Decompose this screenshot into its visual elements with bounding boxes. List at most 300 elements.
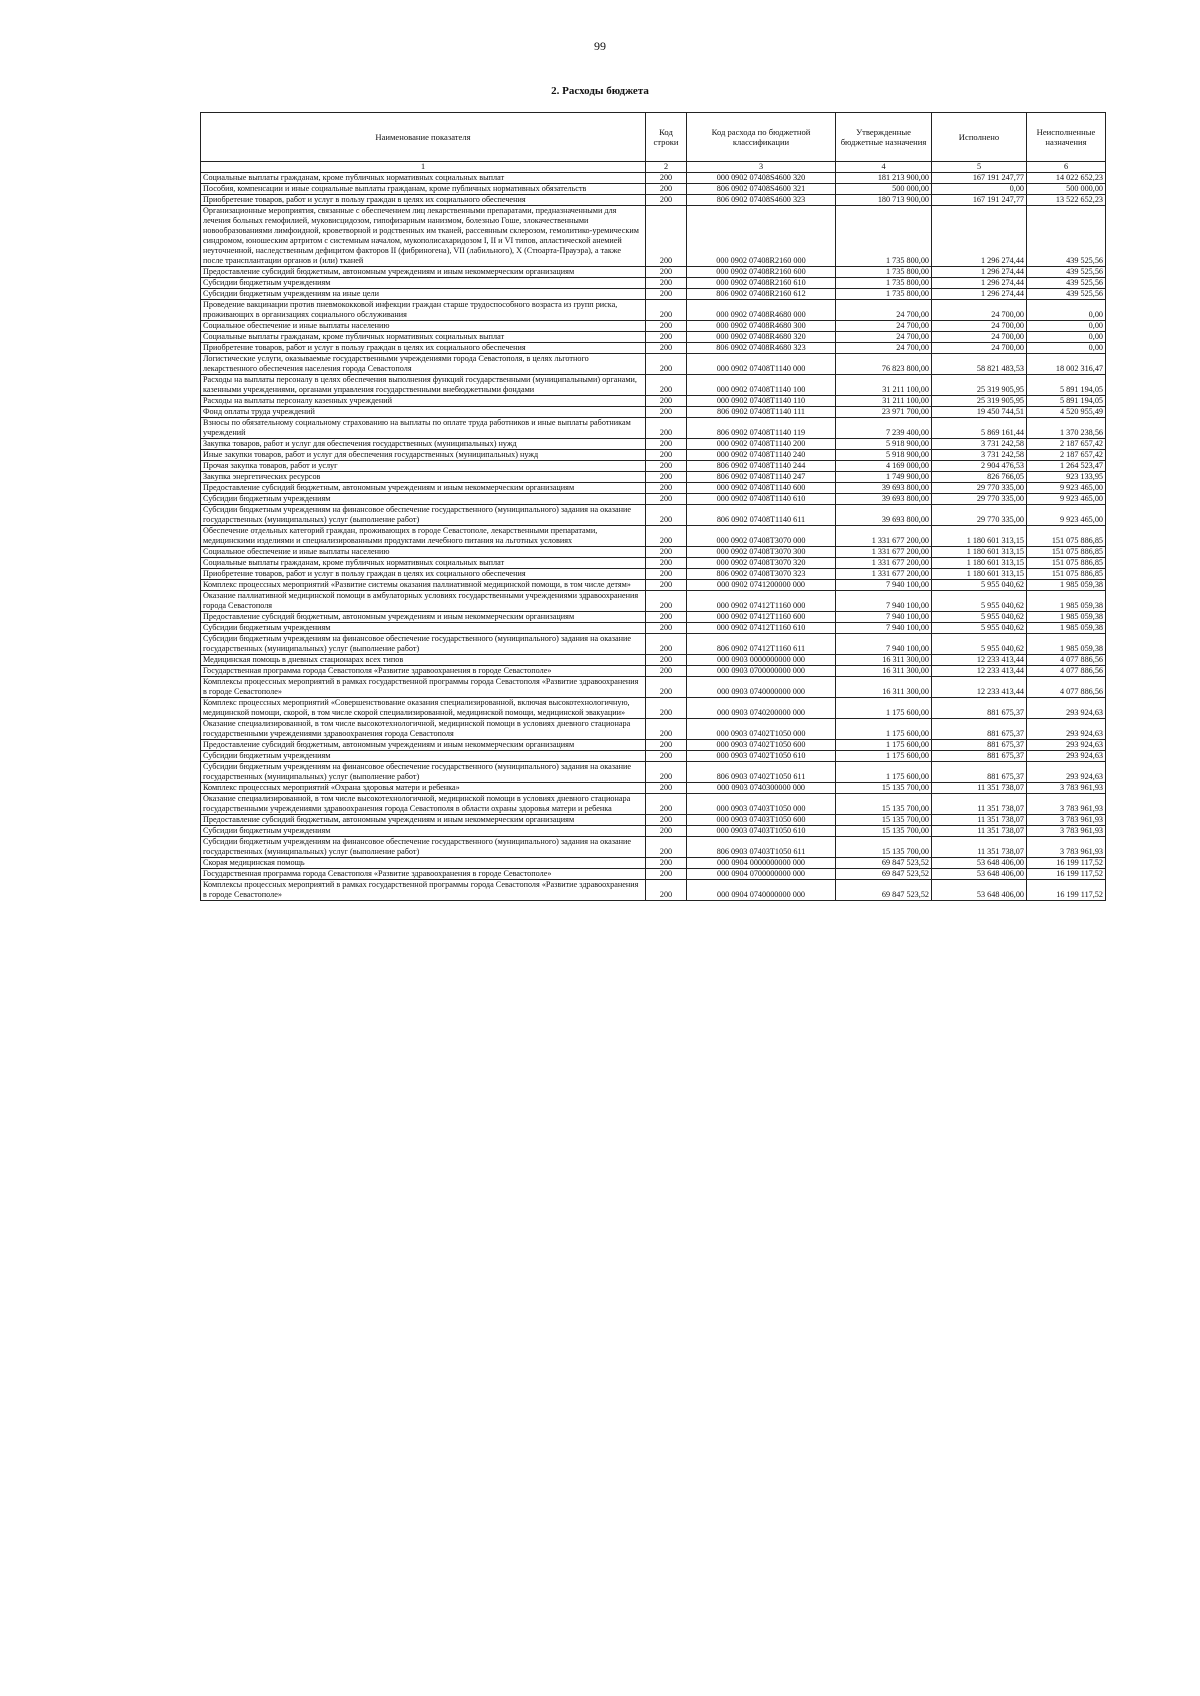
- table-row: [201, 719, 1106, 740]
- row-approved: 7 940 100,00: [836, 623, 932, 634]
- row-approved: 15 135 700,00: [836, 837, 932, 858]
- row-unexecuted: 5 891 194,05: [1027, 375, 1106, 396]
- table-row: [201, 880, 1106, 901]
- row-name: Иные закупки товаров, работ и услуг для обеспечения государственных (муниципальных) нужд: [201, 450, 646, 461]
- row-executed: 12 233 413,44: [932, 677, 1027, 698]
- row-classification: 000 0903 07402T1050 000: [687, 719, 836, 740]
- row-unexecuted: 3 783 961,93: [1027, 837, 1106, 858]
- row-classification: 806 0902 07408T1140 611: [687, 505, 836, 526]
- row-code: 200: [646, 858, 687, 869]
- row-approved: 16 311 300,00: [836, 677, 932, 698]
- table-body: [201, 173, 1106, 901]
- row-code: 200: [646, 666, 687, 677]
- row-code: 200: [646, 526, 687, 547]
- column-number: 3: [687, 162, 836, 173]
- row-code: 200: [646, 483, 687, 494]
- table-row: [201, 666, 1106, 677]
- row-executed: 11 351 738,07: [932, 783, 1027, 794]
- row-unexecuted: 4 077 886,56: [1027, 677, 1106, 698]
- row-executed: 25 319 905,95: [932, 375, 1027, 396]
- row-classification: 000 0902 07408S4600 320: [687, 173, 836, 184]
- row-name: Обеспечение отдельных категорий граждан, проживающих в городе Севастополе, лекарственными препаратами, медицинскими изделиями и специализированными продуктами лечебного питания на льготных условиях: [201, 526, 646, 547]
- row-classification: 806 0902 07408T3070 323: [687, 569, 836, 580]
- row-name: Социальные выплаты гражданам, кроме публичных нормативных социальных выплат: [201, 173, 646, 184]
- row-classification: 806 0902 07408T1140 247: [687, 472, 836, 483]
- row-executed: 1 180 601 313,15: [932, 569, 1027, 580]
- row-classification: 000 0902 07408R4680 320: [687, 332, 836, 343]
- row-executed: 11 351 738,07: [932, 794, 1027, 815]
- row-approved: 15 135 700,00: [836, 794, 932, 815]
- page-number: 99: [594, 39, 606, 53]
- row-name: Предоставление субсидий бюджетным, автономным учреждениям и иным некоммерческим организациям: [201, 612, 646, 623]
- row-classification: 000 0902 07408R2160 610: [687, 278, 836, 289]
- row-code: 200: [646, 815, 687, 826]
- row-code: 200: [646, 677, 687, 698]
- row-name: Социальные выплаты гражданам, кроме публичных нормативных социальных выплат: [201, 332, 646, 343]
- table-row: [201, 634, 1106, 655]
- row-name: Предоставление субсидий бюджетным, автономным учреждениям и иным некоммерческим организациям: [201, 740, 646, 751]
- row-unexecuted: 923 133,95: [1027, 472, 1106, 483]
- row-executed: 881 675,37: [932, 719, 1027, 740]
- row-approved: 24 700,00: [836, 321, 932, 332]
- row-approved: 4 169 000,00: [836, 461, 932, 472]
- row-classification: 806 0902 07412T1160 611: [687, 634, 836, 655]
- row-name: Социальное обеспечение и иные выплаты населению: [201, 547, 646, 558]
- row-classification: 000 0904 0740000000 000: [687, 880, 836, 901]
- table-row: [201, 278, 1106, 289]
- row-name: Фонд оплаты труда учреждений: [201, 407, 646, 418]
- row-unexecuted: 4 077 886,56: [1027, 655, 1106, 666]
- table-row: [201, 184, 1106, 195]
- row-executed: 1 296 274,44: [932, 267, 1027, 278]
- row-approved: 69 847 523,52: [836, 869, 932, 880]
- table-row: [201, 612, 1106, 623]
- row-executed: 53 648 406,00: [932, 880, 1027, 901]
- row-unexecuted: 9 923 465,00: [1027, 505, 1106, 526]
- row-code: 200: [646, 195, 687, 206]
- row-code: 200: [646, 206, 687, 267]
- row-executed: 881 675,37: [932, 698, 1027, 719]
- row-executed: 5 955 040,62: [932, 623, 1027, 634]
- row-name: Комплексы процессных мероприятий в рамках государственной программы города Севастополя «Развитие здравоохранения в городе Севастополе»: [201, 880, 646, 901]
- row-unexecuted: 293 924,63: [1027, 740, 1106, 751]
- row-name: Расходы на выплаты персоналу казенных учреждений: [201, 396, 646, 407]
- row-executed: 11 351 738,07: [932, 837, 1027, 858]
- row-name: Субсидии бюджетным учреждениям: [201, 278, 646, 289]
- row-code: 200: [646, 623, 687, 634]
- row-approved: 7 940 100,00: [836, 580, 932, 591]
- row-unexecuted: 0,00: [1027, 300, 1106, 321]
- row-approved: 69 847 523,52: [836, 858, 932, 869]
- row-classification: 000 0904 0700000000 000: [687, 869, 836, 880]
- row-executed: 11 351 738,07: [932, 815, 1027, 826]
- row-code: 200: [646, 407, 687, 418]
- row-classification: 806 0903 07402T1050 611: [687, 762, 836, 783]
- row-approved: 1 735 800,00: [836, 278, 932, 289]
- row-unexecuted: 9 923 465,00: [1027, 494, 1106, 505]
- row-approved: 1 175 600,00: [836, 719, 932, 740]
- row-classification: 000 0902 07408T1140 000: [687, 354, 836, 375]
- table-row: [201, 418, 1106, 439]
- row-unexecuted: 18 002 316,47: [1027, 354, 1106, 375]
- row-code: 200: [646, 461, 687, 472]
- row-executed: 24 700,00: [932, 332, 1027, 343]
- row-name: Предоставление субсидий бюджетным, автономным учреждениям и иным некоммерческим организациям: [201, 267, 646, 278]
- column-header-row-code: Код строки: [646, 113, 687, 162]
- row-name: Предоставление субсидий бюджетным, автономным учреждениям и иным некоммерческим организациям: [201, 483, 646, 494]
- row-code: 200: [646, 783, 687, 794]
- row-executed: 3 731 242,58: [932, 450, 1027, 461]
- row-classification: 000 0902 07408T3070 000: [687, 526, 836, 547]
- row-code: 200: [646, 300, 687, 321]
- table-row: [201, 472, 1106, 483]
- row-code: 200: [646, 719, 687, 740]
- row-code: 200: [646, 278, 687, 289]
- row-code: 200: [646, 321, 687, 332]
- row-unexecuted: 5 891 194,05: [1027, 396, 1106, 407]
- row-approved: 76 823 800,00: [836, 354, 932, 375]
- row-name: Субсидии бюджетным учреждениям на иные цели: [201, 289, 646, 300]
- row-name: Приобретение товаров, работ и услуг в пользу граждан в целях их социального обеспечения: [201, 343, 646, 354]
- row-code: 200: [646, 826, 687, 837]
- row-approved: 1 735 800,00: [836, 267, 932, 278]
- row-classification: 000 0904 0000000000 000: [687, 858, 836, 869]
- row-code: 200: [646, 173, 687, 184]
- row-classification: 806 0902 07408T1140 119: [687, 418, 836, 439]
- row-unexecuted: 151 075 886,85: [1027, 558, 1106, 569]
- row-approved: 24 700,00: [836, 343, 932, 354]
- row-classification: 806 0902 07408S4600 321: [687, 184, 836, 195]
- column-header-name: Наименование показателя: [201, 113, 646, 162]
- row-executed: 167 191 247,77: [932, 195, 1027, 206]
- row-code: 200: [646, 343, 687, 354]
- row-name: Пособия, компенсации и иные социальные выплаты гражданам, кроме публичных нормативных обязательств: [201, 184, 646, 195]
- row-name: Комплекс процессных мероприятий «Совершенствование оказания специализированной, включая высокотехнологичную, медицинской помощи, скорой, в том числе скорой специализированной, медицинской помощи, медицинской эвакуации»: [201, 698, 646, 719]
- column-header-classification: Код расхода по бюджетной классификации: [687, 113, 836, 162]
- row-unexecuted: 1 370 238,56: [1027, 418, 1106, 439]
- row-executed: 53 648 406,00: [932, 858, 1027, 869]
- row-classification: 806 0902 07408R2160 612: [687, 289, 836, 300]
- row-code: 200: [646, 418, 687, 439]
- row-code: 200: [646, 634, 687, 655]
- column-header-unexecuted: Неисполненные назначения: [1027, 113, 1106, 162]
- row-unexecuted: 293 924,63: [1027, 719, 1106, 740]
- row-approved: 15 135 700,00: [836, 815, 932, 826]
- row-classification: 000 0902 07408T1140 600: [687, 483, 836, 494]
- row-approved: 16 311 300,00: [836, 666, 932, 677]
- row-name: Комплекс процессных мероприятий «Охрана здоровья матери и ребенка»: [201, 783, 646, 794]
- row-unexecuted: 3 783 961,93: [1027, 794, 1106, 815]
- row-executed: 1 180 601 313,15: [932, 526, 1027, 547]
- row-name: Оказание паллиативной медицинской помощи в амбулаторных условиях государственными учреждениями здравоохранения города Севастополя: [201, 591, 646, 612]
- row-approved: 15 135 700,00: [836, 783, 932, 794]
- row-name: Субсидии бюджетным учреждениям на финансовое обеспечение государственного (муниципального) задания на оказание государственных (муниципальных) услуг (выполнение работ): [201, 762, 646, 783]
- row-name: Проведение вакцинации против пневмококковой инфекции граждан старше трудоспособного возраста из групп риска, проживающих в организациях социального обслуживания: [201, 300, 646, 321]
- row-executed: 1 296 274,44: [932, 278, 1027, 289]
- table-row: [201, 815, 1106, 826]
- row-executed: 881 675,37: [932, 762, 1027, 783]
- row-approved: 1 175 600,00: [836, 698, 932, 719]
- row-name: Субсидии бюджетным учреждениям: [201, 494, 646, 505]
- table-row: [201, 450, 1106, 461]
- row-classification: 000 0902 07412T1160 600: [687, 612, 836, 623]
- table-header-row: [201, 113, 1106, 162]
- row-code: 200: [646, 591, 687, 612]
- row-unexecuted: 4 520 955,49: [1027, 407, 1106, 418]
- row-code: 200: [646, 375, 687, 396]
- row-unexecuted: 1 985 059,38: [1027, 634, 1106, 655]
- row-unexecuted: 1 985 059,38: [1027, 623, 1106, 634]
- row-approved: 180 713 900,00: [836, 195, 932, 206]
- row-approved: 7 940 100,00: [836, 634, 932, 655]
- table-row: [201, 300, 1106, 321]
- row-code: 200: [646, 740, 687, 751]
- row-executed: 58 821 483,53: [932, 354, 1027, 375]
- row-code: 200: [646, 547, 687, 558]
- row-code: 200: [646, 494, 687, 505]
- row-unexecuted: 16 199 117,52: [1027, 880, 1106, 901]
- row-unexecuted: 1 985 059,38: [1027, 580, 1106, 591]
- row-name: Оказание специализированной, в том числе высокотехнологичной, медицинской помощи в условиях дневного стационара государственными учреждениями здравоохранения города Севастополя: [201, 719, 646, 740]
- row-name: Прочая закупка товаров, работ и услуг: [201, 461, 646, 472]
- table-row: [201, 794, 1106, 815]
- row-approved: 1 331 677 200,00: [836, 547, 932, 558]
- row-unexecuted: 14 022 652,23: [1027, 173, 1106, 184]
- row-classification: 000 0902 07408T3070 320: [687, 558, 836, 569]
- row-name: Комплекс процессных мероприятий «Развитие системы оказания паллиативной медицинской помощи, в том числе детям»: [201, 580, 646, 591]
- row-unexecuted: 439 525,56: [1027, 289, 1106, 300]
- table-row: [201, 655, 1106, 666]
- row-name: Социальное обеспечение и иные выплаты населению: [201, 321, 646, 332]
- table-row: [201, 698, 1106, 719]
- row-approved: 7 239 400,00: [836, 418, 932, 439]
- row-executed: 24 700,00: [932, 321, 1027, 332]
- row-approved: 1 735 800,00: [836, 206, 932, 267]
- row-approved: 7 940 100,00: [836, 612, 932, 623]
- row-classification: 000 0903 0740300000 000: [687, 783, 836, 794]
- row-name: Логистические услуги, оказываемые государственными учреждениями города Севастополя, в целях льготного лекарственного обеспечения населения города Севастополя: [201, 354, 646, 375]
- row-executed: 1 180 601 313,15: [932, 547, 1027, 558]
- table-row: [201, 751, 1106, 762]
- row-unexecuted: 2 187 657,42: [1027, 450, 1106, 461]
- row-executed: 881 675,37: [932, 751, 1027, 762]
- row-unexecuted: 293 924,63: [1027, 762, 1106, 783]
- row-executed: 5 955 040,62: [932, 634, 1027, 655]
- row-code: 200: [646, 396, 687, 407]
- row-name: Комплексы процессных мероприятий в рамках государственной программы города Севастополя «Развитие здравоохранения в городе Севастополе»: [201, 677, 646, 698]
- table-row: [201, 267, 1106, 278]
- row-executed: 53 648 406,00: [932, 869, 1027, 880]
- row-executed: 0,00: [932, 184, 1027, 195]
- row-code: 200: [646, 698, 687, 719]
- table-row: [201, 869, 1106, 880]
- table-row: [201, 547, 1106, 558]
- table-row: [201, 206, 1106, 267]
- row-name: Организационные мероприятия, связанные с обеспечением лиц лекарственными препаратами, предназначенными для лечения больных гемофилией, муковисцидозом, гипофизарным нанизмом, болезнью Гоше, злокачественными новообразованиями лимфоидной, кроветворной и родственных им тканей, рассеянным склерозом, гемолитико-уремическим синдромом, юношеским артритом с системным началом, мукополисахаридозом I, II и VI типов, апластической анемией неуточненной, наследственным дефицитом факторов II (фибриногена), VII (лабильного), X (Стюарта-Прауэра), а также после трансплантации органов и (или) тканей: [201, 206, 646, 267]
- row-approved: 39 693 800,00: [836, 494, 932, 505]
- row-classification: 000 0903 0000000000 000: [687, 655, 836, 666]
- row-name: Закупка энергетических ресурсов: [201, 472, 646, 483]
- row-classification: 000 0902 0741200000 000: [687, 580, 836, 591]
- row-approved: 1 331 677 200,00: [836, 526, 932, 547]
- table-row: [201, 623, 1106, 634]
- row-executed: 1 296 274,44: [932, 206, 1027, 267]
- row-classification: 000 0902 07408T1140 240: [687, 450, 836, 461]
- row-name: Государственная программа города Севастополя «Развитие здравоохранения в городе Севастополе»: [201, 869, 646, 880]
- row-unexecuted: 3 783 961,93: [1027, 826, 1106, 837]
- row-name: Скорая медицинская помощь: [201, 858, 646, 869]
- row-unexecuted: 439 525,56: [1027, 267, 1106, 278]
- row-classification: 000 0902 07408R2160 600: [687, 267, 836, 278]
- row-code: 200: [646, 354, 687, 375]
- row-code: 200: [646, 837, 687, 858]
- row-approved: 39 693 800,00: [836, 505, 932, 526]
- row-unexecuted: 0,00: [1027, 343, 1106, 354]
- row-executed: 11 351 738,07: [932, 826, 1027, 837]
- row-executed: 29 770 335,00: [932, 505, 1027, 526]
- column-numbers-row: [201, 162, 1106, 173]
- row-approved: 5 918 900,00: [836, 439, 932, 450]
- row-classification: 000 0902 07408T1140 610: [687, 494, 836, 505]
- row-classification: 000 0903 0700000000 000: [687, 666, 836, 677]
- row-name: Приобретение товаров, работ и услуг в пользу граждан в целях их социального обеспечения: [201, 569, 646, 580]
- row-classification: 000 0902 07408R4680 300: [687, 321, 836, 332]
- table-row: [201, 826, 1106, 837]
- table-row: [201, 289, 1106, 300]
- column-number: 5: [932, 162, 1027, 173]
- row-unexecuted: 151 075 886,85: [1027, 569, 1106, 580]
- row-approved: 31 211 100,00: [836, 375, 932, 396]
- table-row: [201, 762, 1106, 783]
- row-name: Закупка товаров, работ и услуг для обеспечения государственных (муниципальных) нужд: [201, 439, 646, 450]
- row-classification: 806 0902 07408T1140 244: [687, 461, 836, 472]
- row-approved: 39 693 800,00: [836, 483, 932, 494]
- row-executed: 5 955 040,62: [932, 580, 1027, 591]
- row-unexecuted: 4 077 886,56: [1027, 666, 1106, 677]
- row-classification: 000 0902 07412T1160 610: [687, 623, 836, 634]
- table-row: [201, 858, 1106, 869]
- row-unexecuted: 0,00: [1027, 321, 1106, 332]
- table-row: [201, 483, 1106, 494]
- row-approved: 1 175 600,00: [836, 762, 932, 783]
- row-executed: 19 450 744,51: [932, 407, 1027, 418]
- table-row: [201, 439, 1106, 450]
- row-executed: 1 296 274,44: [932, 289, 1027, 300]
- row-executed: 12 233 413,44: [932, 655, 1027, 666]
- row-executed: 5 955 040,62: [932, 591, 1027, 612]
- row-approved: 500 000,00: [836, 184, 932, 195]
- column-number: 1: [201, 162, 646, 173]
- row-unexecuted: 293 924,63: [1027, 751, 1106, 762]
- row-unexecuted: 151 075 886,85: [1027, 526, 1106, 547]
- table-row: [201, 396, 1106, 407]
- row-code: 200: [646, 439, 687, 450]
- row-name: Предоставление субсидий бюджетным, автономным учреждениям и иным некоммерческим организациям: [201, 815, 646, 826]
- table-row: [201, 526, 1106, 547]
- row-approved: 1 749 900,00: [836, 472, 932, 483]
- row-executed: 24 700,00: [932, 343, 1027, 354]
- row-code: 200: [646, 655, 687, 666]
- table-row: [201, 505, 1106, 526]
- row-executed: 3 731 242,58: [932, 439, 1027, 450]
- row-executed: 29 770 335,00: [932, 483, 1027, 494]
- row-classification: 000 0902 07408T1140 100: [687, 375, 836, 396]
- table-row: [201, 569, 1106, 580]
- table-row: [201, 494, 1106, 505]
- table-row: [201, 332, 1106, 343]
- row-classification: 000 0903 07402T1050 600: [687, 740, 836, 751]
- table-row: [201, 580, 1106, 591]
- row-name: Взносы по обязательному социальному страхованию на выплаты по оплате труда работников и иные выплаты работникам учреждений: [201, 418, 646, 439]
- table-row: [201, 321, 1106, 332]
- row-unexecuted: 13 522 652,23: [1027, 195, 1106, 206]
- table-row: [201, 740, 1106, 751]
- row-code: 200: [646, 580, 687, 591]
- table-row: [201, 375, 1106, 396]
- row-unexecuted: 500 000,00: [1027, 184, 1106, 195]
- row-unexecuted: 293 924,63: [1027, 698, 1106, 719]
- row-approved: 1 735 800,00: [836, 289, 932, 300]
- row-name: Субсидии бюджетным учреждениям на финансовое обеспечение государственного (муниципального) задания на оказание государственных (муниципальных) услуг (выполнение работ): [201, 505, 646, 526]
- row-code: 200: [646, 612, 687, 623]
- section-title: 2. Расходы бюджета: [551, 85, 649, 97]
- row-code: 200: [646, 569, 687, 580]
- row-classification: 000 0902 07408R2160 000: [687, 206, 836, 267]
- column-header-approved: Утвержденные бюджетные назначения: [836, 113, 932, 162]
- row-name: Социальные выплаты гражданам, кроме публичных нормативных социальных выплат: [201, 558, 646, 569]
- row-classification: 000 0903 07402T1050 610: [687, 751, 836, 762]
- row-unexecuted: 1 985 059,38: [1027, 612, 1106, 623]
- row-name: Расходы на выплаты персоналу в целях обеспечения выполнения функций государственными (муниципальными) органами, казенными учреждениями, органами управления государственными внебюджетными фондами: [201, 375, 646, 396]
- row-unexecuted: 0,00: [1027, 332, 1106, 343]
- row-name: Медицинская помощь в дневных стационарах всех типов: [201, 655, 646, 666]
- row-approved: 181 213 900,00: [836, 173, 932, 184]
- row-approved: 1 331 677 200,00: [836, 569, 932, 580]
- row-unexecuted: 151 075 886,85: [1027, 547, 1106, 558]
- table-row: [201, 461, 1106, 472]
- row-name: Субсидии бюджетным учреждениям: [201, 751, 646, 762]
- column-number: 2: [646, 162, 687, 173]
- row-name: Приобретение товаров, работ и услуг в пользу граждан в целях их социального обеспечения: [201, 195, 646, 206]
- row-unexecuted: 16 199 117,52: [1027, 869, 1106, 880]
- row-classification: 806 0902 07408T1140 111: [687, 407, 836, 418]
- column-header-executed: Исполнено: [932, 113, 1027, 162]
- row-classification: 000 0902 07408T3070 300: [687, 547, 836, 558]
- row-approved: 7 940 100,00: [836, 591, 932, 612]
- row-name: Оказание специализированной, в том числе высокотехнологичной, медицинской помощи в условиях дневного стационара государственными учреждениями здравоохранения города Севастополя в области охраны здоровья матери и ребенка: [201, 794, 646, 815]
- row-executed: 1 180 601 313,15: [932, 558, 1027, 569]
- row-classification: 000 0903 07403T1050 000: [687, 794, 836, 815]
- table-row: [201, 837, 1106, 858]
- row-name: Субсидии бюджетным учреждениям на финансовое обеспечение государственного (муниципального) задания на оказание государственных (муниципальных) услуг (выполнение работ): [201, 634, 646, 655]
- row-executed: 12 233 413,44: [932, 666, 1027, 677]
- row-executed: 5 955 040,62: [932, 612, 1027, 623]
- table-row: [201, 407, 1106, 418]
- table-row: [201, 354, 1106, 375]
- row-approved: 1 331 677 200,00: [836, 558, 932, 569]
- row-executed: 24 700,00: [932, 300, 1027, 321]
- row-unexecuted: 3 783 961,93: [1027, 783, 1106, 794]
- table-row: [201, 343, 1106, 354]
- row-name: Субсидии бюджетным учреждениям: [201, 623, 646, 634]
- row-code: 200: [646, 332, 687, 343]
- row-unexecuted: 3 783 961,93: [1027, 815, 1106, 826]
- row-code: 200: [646, 289, 687, 300]
- row-approved: 1 175 600,00: [836, 740, 932, 751]
- table-row: [201, 173, 1106, 184]
- row-classification: 000 0903 0740200000 000: [687, 698, 836, 719]
- row-executed: 29 770 335,00: [932, 494, 1027, 505]
